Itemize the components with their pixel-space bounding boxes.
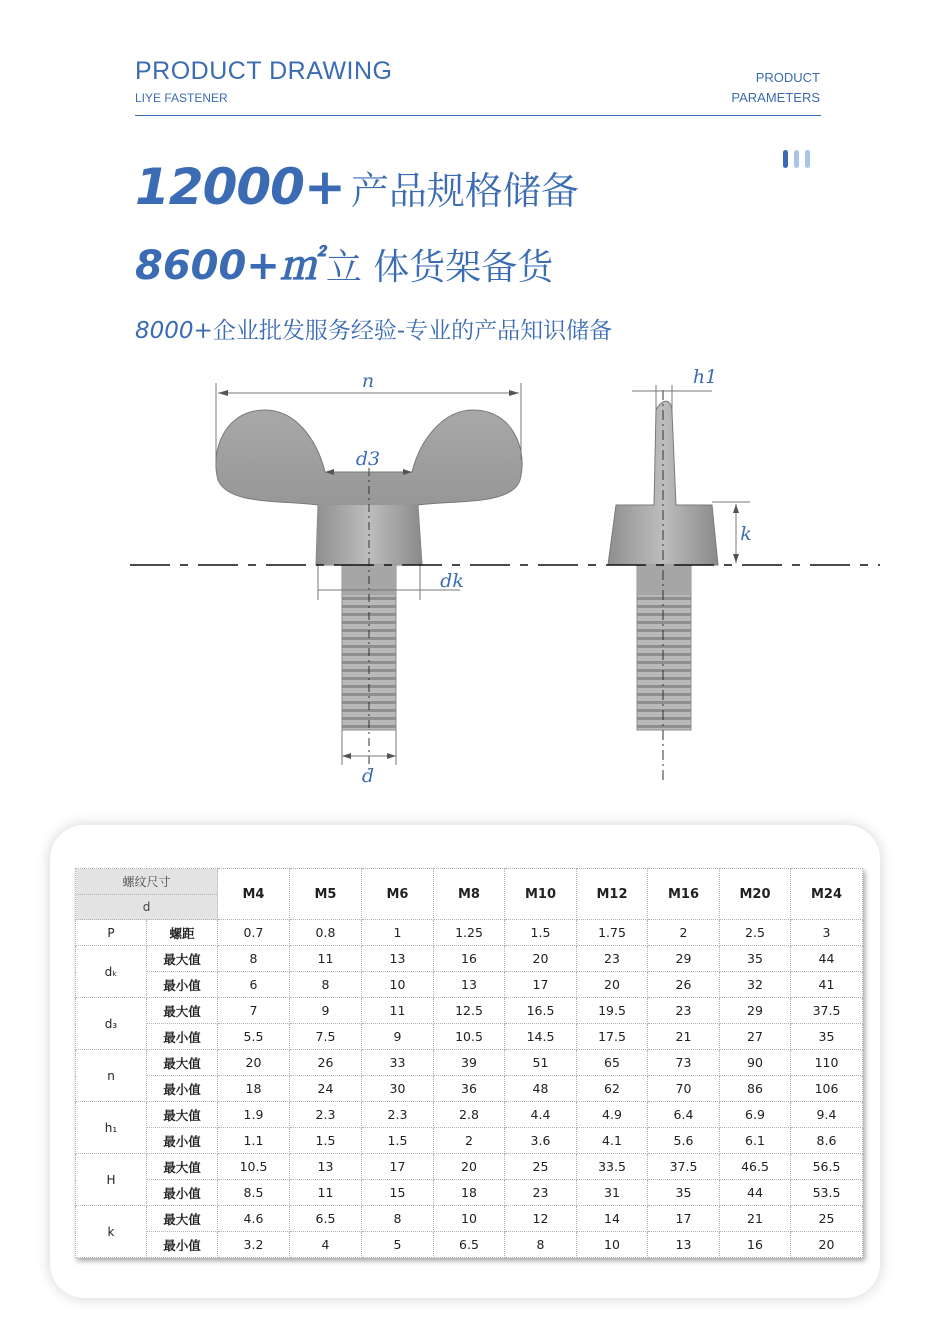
headline-warehouse (135, 234, 553, 291)
value-cell: 17 (648, 1206, 720, 1232)
value-cell: 41 (791, 972, 863, 998)
value-cell: 18 (218, 1076, 290, 1102)
param-cell: n (76, 1050, 147, 1102)
value-cell: 14 (577, 1206, 648, 1232)
value-cell: 35 (791, 1024, 863, 1050)
row-label: 最大值 (147, 1102, 218, 1128)
table-row (76, 946, 863, 972)
row-label: 最小值 (147, 1076, 218, 1102)
header-divider (135, 115, 821, 116)
value-cell: 11 (290, 946, 362, 972)
value-cell: 6.1 (720, 1128, 791, 1154)
row-label: 最大值 (147, 1154, 218, 1180)
table-row (76, 1128, 863, 1154)
header-right (731, 68, 820, 108)
value-cell: 8.5 (218, 1180, 290, 1206)
value-cell: 8 (290, 972, 362, 998)
row-label: 最大值 (147, 1050, 218, 1076)
value-cell: 17.5 (577, 1024, 648, 1050)
size-header: M5 (290, 869, 362, 920)
value-cell: 10 (362, 972, 434, 998)
value-cell: 11 (362, 998, 434, 1024)
row-label: 最小值 (147, 1024, 218, 1050)
value-cell: 32 (720, 972, 791, 998)
table-row (76, 998, 863, 1024)
value-cell: 39 (434, 1050, 505, 1076)
value-cell: 30 (362, 1076, 434, 1102)
value-cell: 19.5 (577, 998, 648, 1024)
param-cell: k (76, 1206, 147, 1258)
headline-spec-number: 12000+ (135, 158, 345, 216)
headline-warehouse-text: 立 体货架备货 (325, 247, 554, 288)
value-cell: 4.6 (218, 1206, 290, 1232)
value-cell: 20 (218, 1050, 290, 1076)
value-cell: 29 (720, 998, 791, 1024)
value-cell: 1.5 (505, 920, 577, 946)
value-cell: 25 (505, 1154, 577, 1180)
value-cell: 5.5 (218, 1024, 290, 1050)
value-cell: 1.1 (218, 1128, 290, 1154)
label-h1: h1 (692, 366, 718, 388)
value-cell: 7.5 (290, 1024, 362, 1050)
front-view (216, 383, 522, 770)
thread-size-header-top: 螺纹尺寸 (76, 869, 217, 895)
size-header: M12 (577, 869, 648, 920)
value-cell: 15 (362, 1180, 434, 1206)
value-cell: 16 (720, 1232, 791, 1258)
value-cell: 6.5 (290, 1206, 362, 1232)
value-cell: 4 (290, 1232, 362, 1258)
value-cell: 70 (648, 1076, 720, 1102)
size-header: M4 (218, 869, 290, 920)
size-header: M24 (791, 869, 863, 920)
value-cell: 21 (720, 1206, 791, 1232)
value-cell: 16.5 (505, 998, 577, 1024)
value-cell: 62 (577, 1076, 648, 1102)
value-cell: 8 (362, 1206, 434, 1232)
value-cell: 18 (434, 1180, 505, 1206)
value-cell: 20 (505, 946, 577, 972)
label-n: n (361, 370, 375, 392)
value-cell: 4.4 (505, 1102, 577, 1128)
table-row (76, 1232, 863, 1258)
size-header: M20 (720, 869, 791, 920)
value-cell: 1.5 (362, 1128, 434, 1154)
value-cell: 10 (577, 1232, 648, 1258)
row-label: 螺距 (147, 920, 218, 946)
row-label: 最小值 (147, 1232, 218, 1258)
label-d3: d3 (355, 448, 381, 470)
value-cell: 35 (648, 1180, 720, 1206)
param-cell: P (76, 920, 147, 946)
value-cell: 37.5 (648, 1154, 720, 1180)
row-label: 最大值 (147, 1206, 218, 1232)
value-cell: 1.75 (577, 920, 648, 946)
param-cell: dₖ (76, 946, 147, 998)
value-cell: 6.9 (720, 1102, 791, 1128)
value-cell: 1.25 (434, 920, 505, 946)
value-cell: 48 (505, 1076, 577, 1102)
value-cell: 0.8 (290, 920, 362, 946)
value-cell: 7 (218, 998, 290, 1024)
value-cell: 90 (720, 1050, 791, 1076)
value-cell: 9.4 (791, 1102, 863, 1128)
table-row (76, 1024, 863, 1050)
value-cell: 10 (434, 1206, 505, 1232)
value-cell: 2.3 (290, 1102, 362, 1128)
value-cell: 65 (577, 1050, 648, 1076)
header-title: PRODUCT DRAWING (135, 57, 393, 85)
table-row (76, 1050, 863, 1076)
value-cell: 56.5 (791, 1154, 863, 1180)
value-cell: 6 (218, 972, 290, 998)
value-cell: 6.5 (434, 1232, 505, 1258)
value-cell: 26 (290, 1050, 362, 1076)
value-cell: 3.6 (505, 1128, 577, 1154)
label-k: k (740, 523, 752, 545)
thread-size-header-bottom: d (142, 900, 151, 914)
decor-bars-icon (783, 150, 810, 168)
value-cell: 86 (720, 1076, 791, 1102)
value-cell: 5 (362, 1232, 434, 1258)
value-cell: 1.5 (290, 1128, 362, 1154)
table-row (76, 1206, 863, 1232)
value-cell: 44 (720, 1180, 791, 1206)
value-cell: 20 (434, 1154, 505, 1180)
table-row (76, 1180, 863, 1206)
table-header-row (76, 869, 863, 920)
table-row (76, 972, 863, 998)
spec-table (75, 868, 863, 1258)
value-cell: 3.2 (218, 1232, 290, 1258)
value-cell: 2.3 (362, 1102, 434, 1128)
value-cell: 33.5 (577, 1154, 648, 1180)
value-cell: 13 (648, 1232, 720, 1258)
thread-size-header (76, 869, 218, 920)
value-cell: 31 (577, 1180, 648, 1206)
value-cell: 33 (362, 1050, 434, 1076)
value-cell: 2 (648, 920, 720, 946)
value-cell: 27 (720, 1024, 791, 1050)
headline-experience-text: 企业批发服务经验-专业的产品知识储备 (212, 318, 613, 344)
value-cell: 26 (648, 972, 720, 998)
value-cell: 1 (362, 920, 434, 946)
row-label: 最大值 (147, 946, 218, 972)
value-cell: 4.9 (577, 1102, 648, 1128)
headline-experience-number: 8000+ (135, 318, 213, 344)
value-cell: 106 (791, 1076, 863, 1102)
value-cell: 37.5 (791, 998, 863, 1024)
row-label: 最小值 (147, 972, 218, 998)
size-header: M10 (505, 869, 577, 920)
value-cell: 9 (290, 998, 362, 1024)
value-cell: 2.8 (434, 1102, 505, 1128)
value-cell: 25 (791, 1206, 863, 1232)
value-cell: 110 (791, 1050, 863, 1076)
row-label: 最小值 (147, 1128, 218, 1154)
value-cell: 6.4 (648, 1102, 720, 1128)
value-cell: 13 (434, 972, 505, 998)
param-cell: d₃ (76, 998, 147, 1050)
value-cell: 10.5 (218, 1154, 290, 1180)
value-cell: 53.5 (791, 1180, 863, 1206)
value-cell: 16 (434, 946, 505, 972)
value-cell: 8 (218, 946, 290, 972)
value-cell: 17 (505, 972, 577, 998)
headline-spec-count (135, 158, 579, 216)
value-cell: 8 (505, 1232, 577, 1258)
size-header: M8 (434, 869, 505, 920)
value-cell: 5.6 (648, 1128, 720, 1154)
value-cell: 13 (362, 946, 434, 972)
table-row (76, 1154, 863, 1180)
value-cell: 73 (648, 1050, 720, 1076)
param-cell: H (76, 1154, 147, 1206)
headline-spec-text: 产品规格储备 (350, 169, 579, 213)
value-cell: 23 (505, 1180, 577, 1206)
size-header: M6 (362, 869, 434, 920)
headline-warehouse-number: 8600+㎡ (135, 243, 320, 289)
header-subtitle: LIYE FASTENER (135, 91, 228, 105)
value-cell: 8.6 (791, 1128, 863, 1154)
value-cell: 0.7 (218, 920, 290, 946)
value-cell: 11 (290, 1180, 362, 1206)
header-right-line2: PARAMETERS (731, 90, 820, 105)
value-cell: 9 (362, 1024, 434, 1050)
table-row (76, 1076, 863, 1102)
value-cell: 46.5 (720, 1154, 791, 1180)
value-cell: 14.5 (505, 1024, 577, 1050)
value-cell: 13 (290, 1154, 362, 1180)
value-cell: 24 (290, 1076, 362, 1102)
value-cell: 21 (648, 1024, 720, 1050)
value-cell: 36 (434, 1076, 505, 1102)
value-cell: 51 (505, 1050, 577, 1076)
label-d: d (361, 765, 375, 787)
value-cell: 35 (720, 946, 791, 972)
wing-bolt-drawing (0, 355, 930, 795)
row-label: 最小值 (147, 1180, 218, 1206)
value-cell: 10.5 (434, 1024, 505, 1050)
param-cell: h₁ (76, 1102, 147, 1154)
value-cell: 2 (434, 1128, 505, 1154)
value-cell: 4.1 (577, 1128, 648, 1154)
row-label: 最大值 (147, 998, 218, 1024)
value-cell: 20 (791, 1232, 863, 1258)
value-cell: 2.5 (720, 920, 791, 946)
table-row (76, 1102, 863, 1128)
value-cell: 44 (791, 946, 863, 972)
value-cell: 12.5 (434, 998, 505, 1024)
value-cell: 20 (577, 972, 648, 998)
table-row (76, 920, 863, 946)
value-cell: 23 (577, 946, 648, 972)
value-cell: 1.9 (218, 1102, 290, 1128)
header-right-line1: PRODUCT (755, 70, 820, 85)
value-cell: 23 (648, 998, 720, 1024)
value-cell: 17 (362, 1154, 434, 1180)
size-header: M16 (648, 869, 720, 920)
side-view (608, 385, 750, 780)
value-cell: 3 (791, 920, 863, 946)
value-cell: 29 (648, 946, 720, 972)
label-dk: dk (440, 570, 464, 592)
headline-experience (135, 312, 612, 345)
value-cell: 12 (505, 1206, 577, 1232)
